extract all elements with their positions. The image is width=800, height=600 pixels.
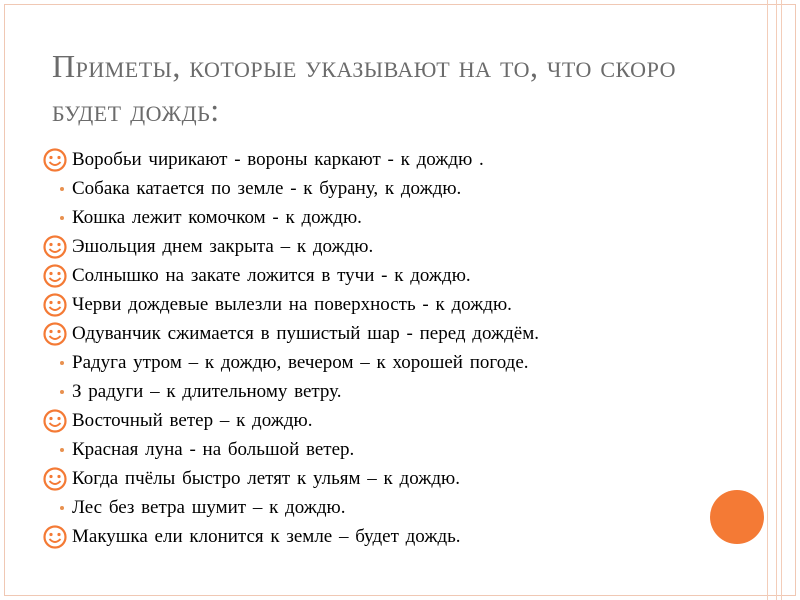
slide-side-rule bbox=[776, 0, 782, 600]
smiley-icon bbox=[36, 319, 66, 348]
bullet-dot bbox=[60, 361, 64, 365]
bullet-dot bbox=[60, 506, 64, 510]
list-item bbox=[36, 203, 676, 232]
bullet-dot bbox=[36, 348, 66, 377]
list-item bbox=[36, 406, 676, 435]
bullet-dot bbox=[60, 187, 64, 191]
list-item-text: Эшольция днем закрыта – к дождю. bbox=[72, 236, 374, 257]
list-item-text: Одуванчик сжимается в пушистый шар - перед дождём. bbox=[72, 323, 540, 344]
list-item bbox=[36, 232, 676, 261]
bullet-dot bbox=[36, 203, 66, 232]
list-item bbox=[36, 377, 676, 406]
list-item-text: З радуги – к длительному ветру. bbox=[72, 381, 342, 402]
smiley-icon bbox=[36, 464, 66, 493]
bullet-dot bbox=[60, 216, 64, 220]
smiley-icon bbox=[42, 147, 68, 173]
smiley-icon bbox=[42, 263, 68, 289]
smiley-icon bbox=[42, 524, 68, 550]
bullet-dot bbox=[36, 493, 66, 522]
list-item-text: Собака катается по земле - к бурану, к дождю. bbox=[72, 178, 462, 199]
list-item bbox=[36, 464, 676, 493]
list-item bbox=[36, 493, 676, 522]
smiley-icon bbox=[36, 145, 66, 174]
smiley-icon bbox=[42, 234, 68, 260]
list-item bbox=[36, 348, 676, 377]
bullet-dot bbox=[36, 435, 66, 464]
list-item-text: Макушка ели клонится к земле – будет дождь. bbox=[72, 526, 461, 547]
smiley-icon bbox=[36, 232, 66, 261]
smiley-icon bbox=[42, 321, 68, 347]
smiley-icon bbox=[36, 290, 66, 319]
list-item-text: Черви дождевые вылезли на поверхность - к дождю. bbox=[72, 294, 512, 315]
list-item-text: Солнышко на закате ложится в тучи - к дождю. bbox=[72, 265, 471, 286]
list-item-text: Красная луна - на большой ветер. bbox=[72, 439, 355, 460]
list-item-text: Когда пчёлы быстро летят к ульям – к дождю. bbox=[72, 468, 460, 489]
bullet-dot bbox=[60, 448, 64, 452]
smiley-icon bbox=[36, 522, 66, 551]
list-item bbox=[36, 435, 676, 464]
list-item bbox=[36, 522, 676, 551]
smiley-icon bbox=[36, 406, 66, 435]
bullet-dot bbox=[36, 377, 66, 406]
list-item bbox=[36, 319, 676, 348]
bullet-dot bbox=[36, 174, 66, 203]
list-item bbox=[36, 145, 676, 174]
list-item-text: Кошка лежит комочком - к дождю. bbox=[72, 207, 362, 228]
signs-list bbox=[36, 145, 676, 551]
list-item-text: Лес без ветра шумит – к дождю. bbox=[72, 497, 346, 518]
list-item-text: Воробьи чирикают - вороны каркают - к дождю . bbox=[72, 149, 484, 170]
slide-title: Приметы, которые указывают на то, что скоро будет дождь: bbox=[52, 48, 676, 128]
smiley-icon bbox=[42, 466, 68, 492]
smiley-icon bbox=[42, 408, 68, 434]
list-item bbox=[36, 290, 676, 319]
smiley-icon bbox=[36, 261, 66, 290]
decorative-circle bbox=[710, 490, 764, 544]
bullet-dot bbox=[60, 390, 64, 394]
list-item bbox=[36, 261, 676, 290]
list-item-text: Восточный ветер – к дождю. bbox=[72, 410, 313, 431]
smiley-icon bbox=[42, 292, 68, 318]
list-item bbox=[36, 174, 676, 203]
list-item-text: Радуга утром – к дождю, вечером – к хорошей погоде. bbox=[72, 352, 529, 373]
